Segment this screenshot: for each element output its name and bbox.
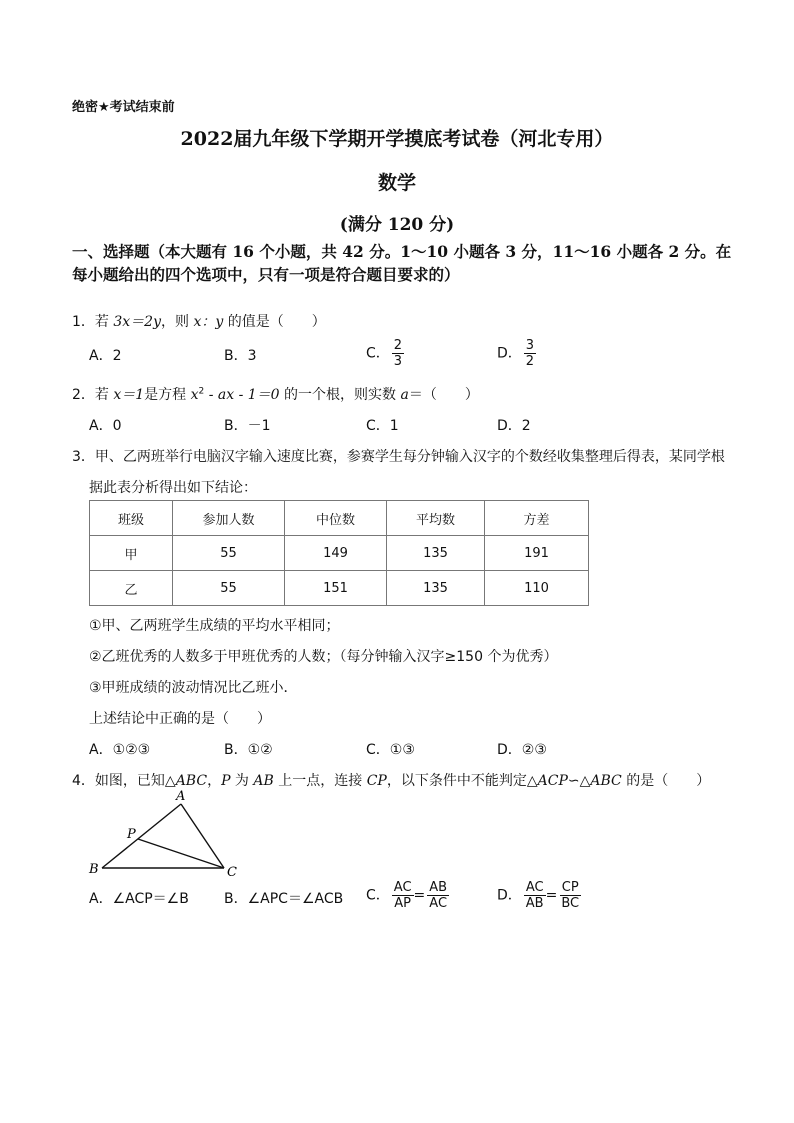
fraction [559,880,581,911]
equals-sign: = [545,887,558,904]
table-cell: 151 [285,571,387,606]
table-cell: 乙 [90,571,173,606]
q3-option-c[interactable]: C．①③ [366,742,415,758]
q4-math: ABC [590,773,622,789]
option-label: C． [366,887,390,904]
q2-exponent: 2 [198,386,205,397]
q2-text: 是方程 [144,387,191,403]
q3-option-d[interactable]: D．②③ [497,742,547,758]
table-cell: 149 [285,536,387,571]
q1-text: ，则 [160,314,194,330]
table-cell: 135 [387,571,485,606]
numerator: AC [525,880,544,895]
q1-option-b[interactable]: B．3 [224,348,257,364]
q4-text: 4．如图，已知△ [72,773,176,789]
fraction [427,880,449,911]
q4-math: AB [253,773,274,789]
q3-statement-3: ③甲班成绩的波动情况比乙班小． [89,680,298,696]
q2-text: 的一个根，则实数 [279,387,401,403]
denominator: BC [561,896,580,911]
score-table [89,500,589,606]
q1-option-a[interactable]: A．2 [89,348,122,364]
equals-sign: = [413,887,426,904]
numerator: CP [561,880,579,895]
table-cell: 甲 [90,536,173,571]
numerator: AC [393,880,412,895]
q2-option-c[interactable]: C．1 [366,418,399,434]
q3-statement-1: ①甲、乙两班学生成绩的平均水平相同； [89,618,340,634]
q4-text: 为 [230,773,254,789]
point-label-p: P [127,827,136,842]
q4-option-b[interactable]: B．∠APC＝∠ACB [224,891,344,907]
table-header: 方差 [485,501,589,536]
numerator: 3 [525,338,535,353]
table-row [90,536,589,571]
q4-text: ， [207,773,222,789]
q1-text: 的值是（ ） [223,314,326,330]
segment-cp [138,839,224,868]
q1-ratio: x：y [193,314,224,330]
q1-equation: 3x＝2y [113,314,161,330]
denominator: 2 [525,354,535,369]
q2-equation: - ax - 1＝0 [204,387,280,403]
exam-title: 2022届九年级下学期开学摸底考试卷（河北专用） [180,128,614,150]
q1-text: 1．若 [72,314,114,330]
numerator: 2 [393,338,403,353]
q2-variable: a [400,387,409,403]
q2-condition: x＝1 [113,387,145,403]
q4-text: ，以下条件中不能判定△ [386,773,538,789]
q4-option-c[interactable] [366,880,449,911]
section-instructions: 一、选择题（本大题有 16 个小题，共 42 分。1～10 小题各 3 分，11～16 小题各 2 分。在每小题给出的四个选项中，只有一项是符合题目要求的） [72,242,732,284]
q2-text: 2．若 [72,387,114,403]
question-4 [72,770,710,790]
vertex-label-a: A [176,790,186,804]
q2-option-a[interactable]: A．0 [89,418,122,434]
vertex-label-c: C [227,865,237,880]
question-2 [72,384,479,404]
fraction [524,880,546,911]
table-header: 中位数 [285,501,387,536]
q4-option-d[interactable] [497,880,581,911]
q2-option-b[interactable]: B．－1 [224,418,271,434]
q1-option-c[interactable] [366,338,404,369]
subject-title: 数学 [377,172,416,194]
q2-text: ＝（ ） [408,387,479,403]
table-cell: 55 [173,536,285,571]
fraction [524,338,536,369]
denominator: AC [429,896,448,911]
table-header: 参加人数 [173,501,285,536]
side-ab [102,804,181,868]
question-1 [72,311,326,331]
numerator: AB [429,880,448,895]
q4-math: ABC [175,773,208,789]
denominator: AB [525,896,544,911]
denominator: AP [394,896,412,911]
q4-math: P [221,773,231,789]
q3-prompt: 上述结论中正确的是（ ） [89,711,271,727]
table-header: 班级 [90,501,173,536]
table-row [90,571,589,606]
q4-math: ACP [537,773,568,789]
q4-option-a[interactable]: A．∠ACP＝∠B [89,891,189,907]
table-cell: 110 [485,571,589,606]
confidential-label: 绝密★考试结束前 [72,100,175,115]
question-3-line1: 3．甲、乙两班举行电脑汉字输入速度比赛，参赛学生每分钟输入汉字的个数经收集整理后得表，某同学根 [72,449,725,465]
table-header: 平均数 [387,501,485,536]
table-cell: 55 [173,571,285,606]
q2-option-d[interactable]: D．2 [497,418,531,434]
vertex-label-b: B [89,862,99,877]
q1-option-d[interactable] [497,338,536,369]
question-3-line2: 据此表分析得出如下结论： [89,480,257,496]
q2-equation: x [190,387,199,403]
fraction [392,338,404,369]
table-cell: 135 [387,536,485,571]
option-label: D． [497,345,522,362]
q3-option-a[interactable]: A．①②③ [89,742,151,758]
q4-math: CP [366,773,387,789]
full-score: (满分 120 分) [339,215,455,235]
triangle-figure [84,790,254,885]
q4-text: 上一点，连接 [273,773,367,789]
fraction [392,880,414,911]
q3-option-b[interactable]: B．①② [224,742,273,758]
q4-text: ∽△ [567,773,591,789]
table-cell: 191 [485,536,589,571]
side-ac [181,804,224,868]
q4-text: 的是（ ） [621,773,711,789]
option-label: D． [497,887,522,904]
option-label: C． [366,345,390,362]
table-header-row [90,501,589,536]
denominator: 3 [393,354,403,369]
q3-statement-2: ②乙班优秀的人数多于甲班优秀的人数；（每分钟输入汉字≥150 个为优秀） [89,649,558,665]
